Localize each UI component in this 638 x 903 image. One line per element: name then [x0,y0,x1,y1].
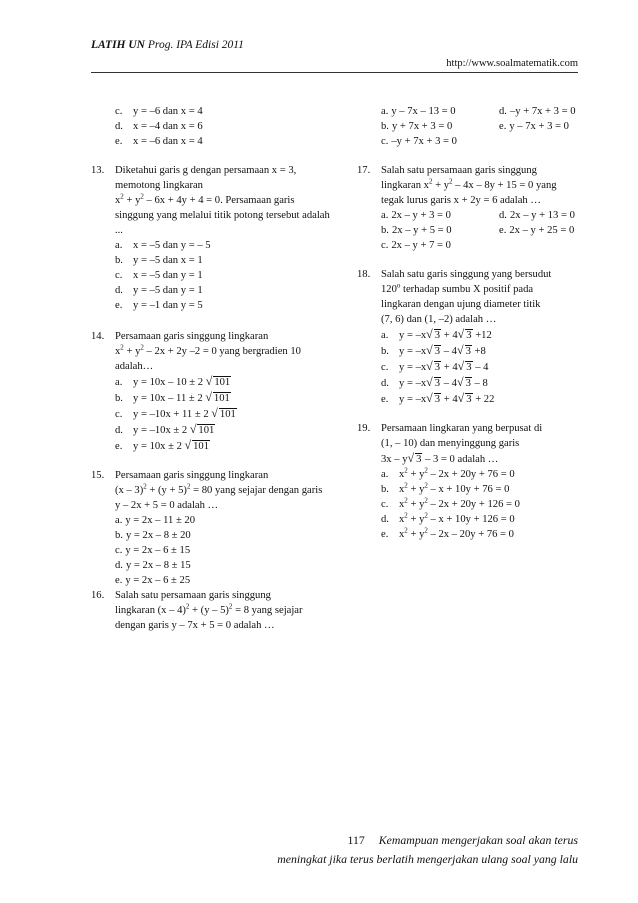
math-term: + y [407,529,425,540]
radicand: 101 [198,425,215,436]
option-text: x = –4 dan x = 6 [133,121,203,132]
exponent: 2 [449,177,453,186]
option-label: e. [115,575,123,586]
footer-motto-2: meningkat jika terus berlatih mengerjakan ulang soal yang lalu [277,852,578,866]
radicand: 101 [214,377,231,388]
option-list [381,467,582,542]
math-term: lingkaran x [381,180,429,191]
math-term: x [399,499,405,510]
option-e [499,223,574,238]
option-label: a. [381,106,389,117]
degree-symbol: o [396,281,401,290]
option-text: –y + 7x + 3 = 0 [391,136,457,147]
option-c [115,104,334,119]
question-17 [357,163,582,253]
option-row [381,119,582,134]
option-text: +12 [475,330,492,341]
option-b [115,528,334,543]
math-term: lingkaran (x – 4) [115,605,186,616]
question-line: – 3 = 0 adalah … [425,454,499,465]
option-text: y = –x [399,378,427,389]
question-19 [357,421,582,542]
option-text: 2x – y + 3 = 0 [391,210,451,221]
option-label: e. [499,225,507,236]
option-a [115,374,334,390]
option-b [381,119,499,134]
option-text: x = –5 dan y = – 5 [133,240,211,251]
option-e [115,134,334,149]
sqrt-sign: √ [189,422,197,436]
exponent: 2 [424,466,428,475]
math-term: x [399,529,405,540]
exponent: 2 [424,481,428,490]
option-list [115,513,334,588]
question-number: 15. [91,470,105,481]
option-text: +8 [474,346,486,357]
header-divider [91,72,578,73]
option-label: d. [115,425,123,436]
sqrt-sign: √ [184,438,192,452]
question-18 [357,267,582,407]
option-label: d. [381,378,389,389]
radicand: 3 [466,394,472,405]
header-title-bold: LATIH UN [91,39,145,51]
question-line: Persamaan lingkaran yang berpusat di [381,423,543,434]
option-label: e. [115,441,123,452]
question-text [115,163,334,238]
option-text: y = 2x – 6 ± 15 [125,545,191,556]
option-text: y = 10x – 11 ± 2 [133,393,203,404]
question-15 [91,468,334,588]
option-label: b. [381,484,389,495]
option-text: – 2x + 20y + 76 = 0 [427,469,515,480]
option-text: y = –1 dan y = 5 [133,300,203,311]
option-text: y = 2x – 11 ± 20 [125,515,196,526]
option-a [381,467,582,482]
option-text: y = –x [399,330,427,341]
exponent: 2 [404,511,408,520]
option-text: y = 2x – 8 ± 15 [125,560,191,571]
option-a [381,327,582,343]
exponent: 2 [404,496,408,505]
option-text: y = –5 dan x = 1 [133,255,203,266]
math-term: 120 [381,284,397,295]
option-a [115,513,334,528]
option-text: + 4 [443,362,458,373]
option-label: d. [115,285,123,296]
option-text: y = –x [399,394,427,405]
math-term: x [115,195,121,206]
option-text: – 8 [474,378,488,389]
sqrt-sign: √ [205,374,213,388]
math-term: + y [407,484,425,495]
exponent: 2 [185,602,190,611]
exponent: 2 [404,481,408,490]
option-label: b. [115,255,123,266]
radicand: 3 [434,330,441,341]
option-list [115,374,334,454]
radicand: 101 [213,393,230,404]
option-e [381,391,582,407]
question-line: Diketahui garis g dengan persamaan x = 3, memotong lingkaran [115,165,297,191]
option-b [381,223,499,238]
option-text: y – 7x + 3 = 0 [509,121,569,132]
sqrt-sign: √ [426,343,433,357]
math-term: + y [123,346,141,357]
option-d [499,104,576,119]
question-number: 17. [357,165,371,176]
option-label: b. [115,393,123,404]
exponent: 2 [120,343,124,352]
option-text: y = –6 dan x = 4 [133,106,203,117]
radicand: 3 [434,362,441,373]
question-line: = 8 yang sejajar [232,605,303,616]
sqrt-sign: √ [457,327,465,341]
question-text [381,163,582,208]
question-line: – 2x + 2y –2 = 0 yang bergradien 10 adalah… [115,346,301,372]
option-d [115,283,334,298]
option-c [115,406,334,422]
option-text: y + 7x + 3 = 0 [391,121,453,132]
option-text: – x + 10y + 126 = 0 [427,514,515,525]
document-header-title [91,38,244,53]
math-term: + y [432,180,450,191]
sqrt-sign: √ [211,406,218,420]
question-line: Salah satu persamaan garis singgung [115,590,271,601]
radicand: 3 [465,346,471,357]
option-label: a. [115,240,123,251]
question-16-options [357,104,582,149]
question-line: Salah satu persamaan garis singgung [381,165,537,176]
radicand: 3 [466,330,472,341]
math-term: + y [407,499,425,510]
option-text: 2x – y + 25 = 0 [509,225,575,236]
option-text: – 2x + 20y + 126 = 0 [427,499,520,510]
sqrt-sign: √ [457,391,465,405]
exponent: 2 [143,482,147,491]
option-label: c. [381,499,389,510]
option-text: – x + 10y + 76 = 0 [427,484,510,495]
option-row [381,223,582,238]
option-text: y = –10x + 11 ± 2 [133,409,209,420]
option-row [381,208,582,223]
right-column [357,104,582,551]
option-a [381,208,499,223]
option-label: c. [381,136,389,147]
exponent: 2 [120,192,124,201]
option-label: e. [499,121,507,132]
option-label: c. [381,240,389,251]
option-row [381,104,582,119]
option-e [381,527,582,542]
option-label: e. [381,394,389,405]
option-text: y = –10x ± 2 [133,425,188,436]
option-label: b. [381,346,389,357]
option-label: c. [115,409,123,420]
option-d [499,208,575,223]
option-label: c. [115,545,123,556]
option-label: e. [115,136,123,147]
question-text [381,421,582,467]
radicand: 101 [193,441,210,452]
exponent: 2 [140,343,144,352]
option-text: y = –5 dan y = 1 [133,285,203,296]
question-number: 14. [91,331,105,342]
math-term: + (y – 5) [189,605,229,616]
question-line: dengan garis y – 7x + 5 = 0 adalah … [115,620,275,631]
question-line: (7, 6) dan (1, –2) adalah … [381,314,497,325]
exponent: 2 [428,177,433,186]
option-label: e. [115,300,123,311]
math-term: + (y + 5) [146,485,187,496]
option-text: + 4 [443,394,458,405]
option-label: d. [115,560,123,571]
option-text: + 4 [443,330,458,341]
option-label: c. [115,106,123,117]
exponent: 2 [404,526,408,535]
option-text: – 4 [475,362,489,373]
question-line: Persamaan garis singgung lingkaran [115,331,269,342]
option-d [115,558,334,573]
option-label: b. [115,530,123,541]
exponent: 2 [424,496,428,505]
header-url: http://www.soalmatematik.com [446,58,578,69]
option-d [381,512,582,527]
exponent: 2 [186,482,191,491]
sqrt-sign: √ [426,327,433,341]
option-b [381,482,582,497]
sqrt-sign: √ [456,343,464,357]
question-line: – 6x + 4y + 4 = 0. Persamaan garis singgung yang melalui titik potong tersebut adalah ... [115,195,330,236]
footer-line-2 [277,852,578,867]
question-line: (1, – 10) dan menyinggung garis [381,438,520,449]
question-text [381,267,582,327]
option-c [381,359,582,375]
math-term: x [399,514,405,525]
page-number: 117 [347,833,365,847]
option-text: y = –x [399,346,427,357]
option-label: a. [381,330,389,341]
option-c [381,238,582,253]
question-text [115,588,334,633]
option-label: e. [381,529,389,540]
sqrt-sign: √ [456,375,464,389]
question-number: 13. [91,165,105,176]
option-text: y – 7x – 13 = 0 [391,106,456,117]
header-title-rest: Prog. IPA Edisi 2011 [147,39,244,51]
sqrt-sign: √ [426,391,433,405]
exponent: 2 [228,602,233,611]
option-text: y = 10x ± 2 [133,441,182,452]
option-text: – 2x – 20y + 76 = 0 [427,529,514,540]
option-c [381,497,582,512]
option-label: c. [381,362,389,373]
option-d [115,119,334,134]
question-line: terhadap sumbu X positif pada [400,284,534,295]
radicand: 101 [219,409,236,420]
option-text: y = –x [399,362,427,373]
option-text: 2x – y + 13 = 0 [509,210,575,221]
option-c [115,268,334,283]
question-line: = 80 yang sejajar dengan garis [190,485,323,496]
radicand: 3 [434,394,441,405]
option-text: – 4 [443,378,457,389]
radicand: 3 [416,454,422,465]
question-text [115,468,334,513]
question-line: Persamaan garis singgung lingkaran [115,470,269,481]
sqrt-sign: √ [426,375,433,389]
question-14 [91,329,334,454]
option-label: d. [381,514,389,525]
option-b [115,253,334,268]
radicand: 3 [465,378,471,389]
question-line: y – 2x + 5 = 0 adalah … [115,500,219,511]
math-term: (x – 3) [115,485,144,496]
exponent: 2 [424,526,428,535]
option-e [499,119,569,134]
sqrt-sign: √ [407,451,415,465]
option-text: y = 2x – 8 ± 20 [125,530,191,541]
option-label: b. [381,225,389,236]
option-list [115,104,334,149]
option-label: d. [499,106,507,117]
sqrt-sign: √ [457,359,465,373]
option-e [115,298,334,313]
footer-line-1 [348,833,578,848]
exponent: 2 [140,192,144,201]
option-label: b. [381,121,389,132]
option-d [381,375,582,391]
option-c [115,543,334,558]
option-d [115,422,334,438]
question-13 [91,163,334,313]
question-number: 16. [91,590,105,601]
math-term: x [399,469,405,480]
option-list [381,327,582,407]
math-term: x [399,484,405,495]
option-text: + 22 [475,394,495,405]
option-label: a. [381,469,389,480]
question-12-continued [91,104,334,149]
option-text: y = 10x – 10 ± 2 [133,377,204,388]
option-b [381,343,582,359]
option-a [115,238,334,253]
option-b [115,390,334,406]
question-number: 19. [357,423,371,434]
math-term: + y [407,514,425,525]
question-line: lingkaran dengan ujung diameter titik [381,299,541,310]
question-16 [91,588,334,633]
math-term: x [115,346,121,357]
question-line: tegak lurus garis x + 2y = 6 adalah … [381,195,541,206]
option-a [381,104,499,119]
radicand: 3 [434,378,441,389]
question-number: 18. [357,269,371,280]
option-list [115,238,334,313]
sqrt-sign: √ [426,359,433,373]
option-c [381,134,582,149]
option-text: 2x – y + 5 = 0 [391,225,452,236]
option-text: x = –6 dan x = 4 [133,136,203,147]
option-e [115,573,334,588]
radicand: 3 [434,346,441,357]
option-text: x = –5 dan y = 1 [133,270,203,281]
sqrt-sign: √ [205,390,212,404]
option-text: y = 2x – 6 ± 25 [125,575,191,586]
radicand: 3 [466,362,472,373]
option-label: d. [499,210,507,221]
left-column [91,104,334,642]
option-label: a. [115,377,123,388]
option-label: c. [115,270,123,281]
option-label: d. [115,121,123,132]
question-line: – 4x – 8y + 15 = 0 yang [452,180,557,191]
option-text: 2x – y + 7 = 0 [391,240,451,251]
exponent: 2 [404,466,408,475]
question-line: Salah satu garis singgung yang bersudut [381,269,552,280]
footer-motto-1: Kemampuan mengerjakan soal akan terus [378,833,578,847]
option-text: –y + 7x + 3 = 0 [509,106,576,117]
option-label: a. [381,210,389,221]
question-text [115,329,334,374]
math-term: + y [123,195,141,206]
option-label: a. [115,515,123,526]
exponent: 2 [424,511,428,520]
math-term: + y [407,469,425,480]
option-text: – 4 [443,346,457,357]
option-e [115,438,334,454]
math-term: 3x – y [381,454,408,465]
